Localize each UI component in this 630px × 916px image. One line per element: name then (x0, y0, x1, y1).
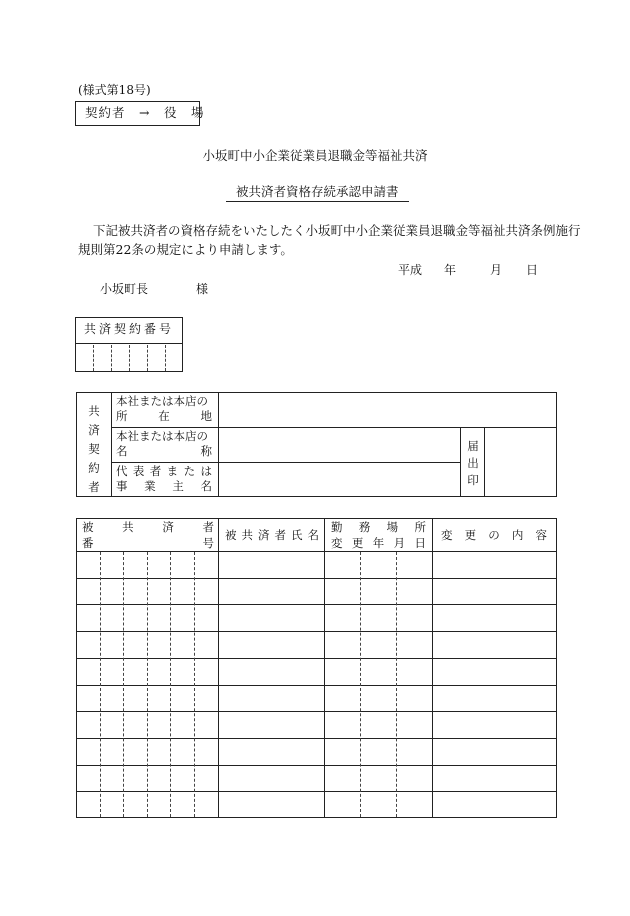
contract-number-divider (75, 343, 183, 344)
applicant-representative-label: 代 表 者 ま た は 事 業 主 名 (116, 464, 212, 493)
table-row[interactable] (77, 712, 556, 738)
applicant-side-divider (111, 392, 112, 497)
applicant-representative-field[interactable] (219, 463, 459, 496)
table-row[interactable] (77, 686, 556, 712)
applicant-company-field[interactable] (219, 428, 459, 461)
document-title: 被共済者資格存続承認申請書 (226, 186, 409, 202)
seal-field[interactable] (485, 428, 556, 496)
header-change-date: 勤 務 場 所 変 更 年 月 日 (331, 520, 426, 550)
applicant-address-label: 本社または本店の 所 在 地 (116, 394, 212, 423)
header-change-content: 変 更 の 内 容 (441, 528, 547, 542)
table-row[interactable] (77, 739, 556, 765)
table-row[interactable] (77, 632, 556, 658)
date-day[interactable]: 日 (526, 263, 539, 277)
header-number: 被 共 済 者 番 号 (82, 520, 214, 550)
body-text-line-1: 下記被共済者の資格存続をいたしたく小坂町中小企業従業員退職金等福祉共済条例施行 (93, 223, 581, 238)
date-month[interactable]: 月 (490, 263, 503, 277)
table-row[interactable] (77, 766, 556, 792)
addressee: 小坂町長 様 (100, 282, 209, 296)
table-row[interactable] (77, 579, 556, 605)
table-row[interactable] (77, 552, 556, 578)
contract-number-cell-divider (165, 345, 166, 371)
applicant-company-label: 本社または本店の 名 称 (116, 429, 212, 458)
organization-name: 小坂町中小企業従業員退職金等福祉共済 (202, 148, 428, 163)
route-text: 契約者 → 役 場 (85, 105, 205, 120)
seal-left-divider (460, 427, 461, 497)
contract-number-cell-divider (93, 345, 94, 371)
seal-label: 届 出 印 (467, 439, 479, 487)
applicant-address-field[interactable] (219, 393, 556, 426)
date-year[interactable]: 年 (444, 263, 457, 277)
header-name: 被 共 済 者 氏 名 (225, 528, 319, 542)
contract-number-label: 共済契約番号 (83, 322, 174, 336)
date-line (398, 264, 538, 276)
date-era: 平成 (398, 263, 423, 277)
contract-number-cell-divider (129, 345, 130, 371)
body-text-line-2: 規則第22条の規定により申請します。 (78, 242, 293, 257)
table-row[interactable] (77, 659, 556, 685)
contract-number-cell-divider (147, 345, 148, 371)
table-row[interactable] (77, 792, 556, 818)
table-row[interactable] (77, 605, 556, 631)
form-number: (様式第18号) (78, 83, 151, 97)
contract-number-cell-divider (111, 345, 112, 371)
applicant-side-label: 共 済 契 約 者 (88, 404, 100, 494)
